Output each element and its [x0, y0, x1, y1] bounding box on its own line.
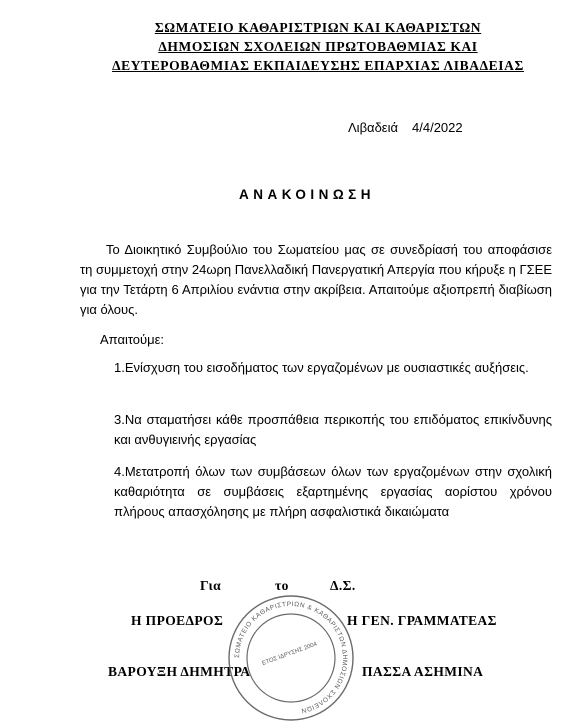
demand-item-1: 1.Ενίσχυση του εισοδήματος των εργαζομένων με ουσιαστικές αυξήσεις. [114, 360, 529, 375]
demand-item-4: 4.Μετατροπή όλων των συμβάσεων όλων των εργαζομένων στην σχολική καθαριότητα σε συμβάσεις εξαρτημένης εργασίας αορίστου χρόνου πλήρους απασχόλησης με πλήρη ασφαλιστικά δικαιώματα [114, 464, 552, 519]
header-line-3: ΔΕΥΤΕΡΟΒΑΘΜΙΑΣ ΕΚΠΑΙΔΕΥΣΗΣ ΕΠΑΡΧΙΑΣ ΛΙΒΑΔΕΙΑΣ [112, 58, 524, 73]
stamp-ring-text: ΣΩΜΑΤΕΙΟ ΚΑΘΑΡΙΣΤΡΙΩΝ & ΚΑΘΑΡΙΣΤΩΝ ΔΗΜΟΣΙΩΝ ΣΧΟΛΕΙΩΝ [233, 600, 349, 715]
stamp-inner-text: ΕΤΟΣ ΙΔΡΥΣΗΣ 2004 [261, 641, 318, 667]
president-title: Η ΠΡΟΕΔΡΟΣ [131, 613, 224, 628]
svg-text:ΣΩΜΑΤΕΙΟ ΚΑΘΑΡΙΣΤΡΙΩΝ & ΚΑΘΑΡΙ [234, 601, 348, 714]
place: Λιβαδειά [348, 120, 399, 135]
place-date [348, 120, 463, 135]
for-label: Για [200, 578, 222, 593]
demand-item-3: 3.Να σταματήσει κάθε προσπάθεια περικοπής του επιδόματος επικίνδυνης και ανθυγιεινής εργασίας [114, 412, 552, 447]
secretary-name: ΠΑΣΣΑ ΑΣΗΜΙΝΑ [362, 664, 484, 679]
to-label: το [275, 578, 289, 593]
header-line-2: ΔΗΜΟΣΙΩΝ ΣΧΟΛΕΙΩΝ ΠΡΩΤΟΒΑΘΜΙΑΣ ΚΑΙ [158, 39, 478, 54]
union-stamp [226, 593, 356, 723]
announcement-body [80, 240, 552, 320]
header-line-1: ΣΩΜΑΤΕΙΟ ΚΑΘΑΡΙΣΤΡΙΩΝ ΚΑΙ ΚΑΘΑΡΙΣΤΩΝ [154, 20, 482, 35]
document-title: ΑΝΑΚΟΙΝΩΣΗ [238, 187, 376, 202]
date: 4/4/2022 [412, 120, 463, 135]
secretary-title: Η ΓΕΝ. ΓΡΑΜΜΑΤΕΑΣ [347, 613, 497, 628]
union-header [0, 18, 588, 75]
president-name: ΒΑΡΟΥΞΗ ΔΗΜΗΤΡΑ [108, 664, 251, 679]
demands-label: Απαιτούμε: [100, 332, 165, 347]
board-label: Δ.Σ. [330, 578, 356, 593]
body-text: Το Διοικητικό Συμβούλιο του Σωματείου μας σε συνεδρίασή του αποφάσισε τη συμμετοχή στην 24ωρη Πανελλαδική Πανεργατική Απεργία που κήρυξε η ΓΣΕΕ για την Τετάρτη 6 Απριλίου ενάντια στην ακρίβεια. Απαιτούμε αξιοπρεπή διαβίωση για όλους. [80, 242, 552, 317]
